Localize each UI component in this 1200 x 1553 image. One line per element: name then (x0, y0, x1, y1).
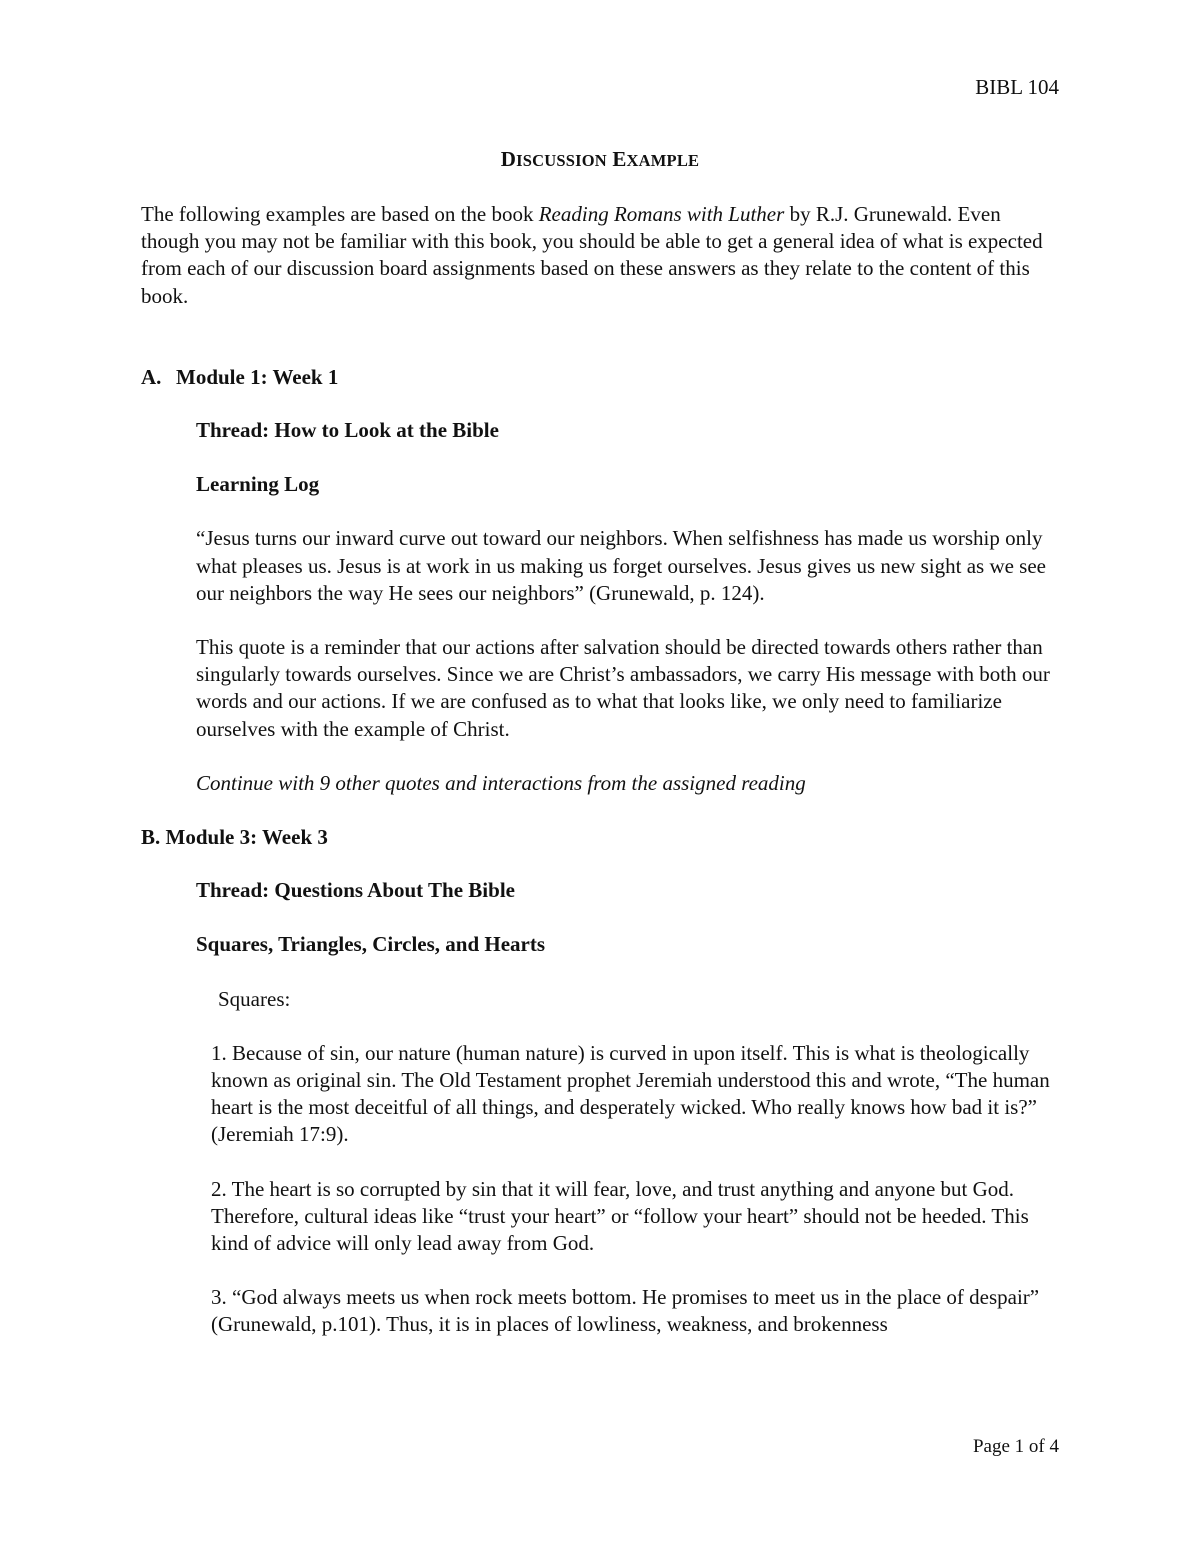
title-rest-1: ISCUSSION (516, 151, 607, 170)
section-b-subheading: Squares, Triangles, Circles, and Hearts (196, 932, 546, 957)
section-a-response: This quote is a reminder that our actions after salvation should be directed towards others rather than singularly towards ourselves. Since we are Christ’s ambassadors, we carry His message with both our words and our actions. If we are confused as to what that looks like, we only need to familiarize ourselves with the example of Christ. (196, 635, 1050, 741)
squares-item-3: 3. “God always meets us when rock meets bottom. He promises to meet us in the place of despair” (Grunewald, p.101). Thus, it is in places of lowliness, weakness, and brokenness (211, 1285, 1040, 1337)
section-a-subheading: Learning Log (196, 472, 320, 497)
section-a-letter: A. (141, 364, 162, 389)
section-a-title: Module 1: Week 1 (176, 364, 339, 389)
intro-book-title: Reading Romans with Luther (538, 202, 785, 226)
section-a-heading (141, 364, 1061, 391)
section-b-body (196, 877, 1061, 958)
squares-item-2: 2. The heart is so corrupted by sin that it will fear, love, and trust anything and anyone but God. Therefore, cultural ideas like “trust your heart” or “follow your heart” should not be heeded. This kind of advice will only lead away from God. (211, 1176, 1029, 1256)
squares-item-1: 1. Because of sin, our nature (human nature) is curved in upon itself. This is what is theologically known as original sin. The Old Testament prophet Jeremiah understood this and wrote, “The human heart is the most deceitful of all things, and desperately wicked. Who really knows how bad it is?” (Jeremiah 17:9). (211, 1040, 1050, 1147)
section-b-letter: B. (141, 825, 161, 850)
section-a-quote: “Jesus turns our inward curve out toward our neighbors. When selfishness has made us worship only what pleases us. Jesus is at work in us making us forget ourselves. Jesus gives us new sight as we see our neighbors the way He sees our neighbors” (Grunewald, p. 124). (196, 526, 1046, 605)
intro-pre: The following examples are based on the book (141, 202, 539, 226)
course-code: BIBL 104 (975, 75, 1059, 99)
document-title (0, 146, 1200, 174)
title-rest-2: XAMPLE (626, 151, 700, 170)
section-b-thread: Thread: Questions About The Bible (196, 878, 515, 903)
squares-list (211, 1040, 1061, 1339)
title-cap-1: D (500, 147, 517, 171)
section-b-title: Module 3: Week 3 (165, 825, 328, 850)
section-a-thread: Thread: How to Look at the Bible (196, 418, 499, 443)
intro-paragraph (141, 201, 1061, 310)
section-a-body (196, 417, 1061, 797)
squares-label: Squares: (218, 986, 291, 1011)
section-b-heading (141, 824, 1061, 851)
page-number: Page 1 of 4 (972, 1436, 1059, 1457)
section-a-instruction: Continue with 9 other quotes and interactions from the assigned reading (196, 770, 806, 795)
document-body (141, 201, 1061, 1366)
intro-post: by R.J. Grunewald. Even though you may not be familiar with this book, you should be able to get a general idea of what is expected from each of our discussion board assignments based on these answers as they relate to the content of this book. (141, 202, 1043, 308)
title-cap-2: E (612, 147, 627, 171)
